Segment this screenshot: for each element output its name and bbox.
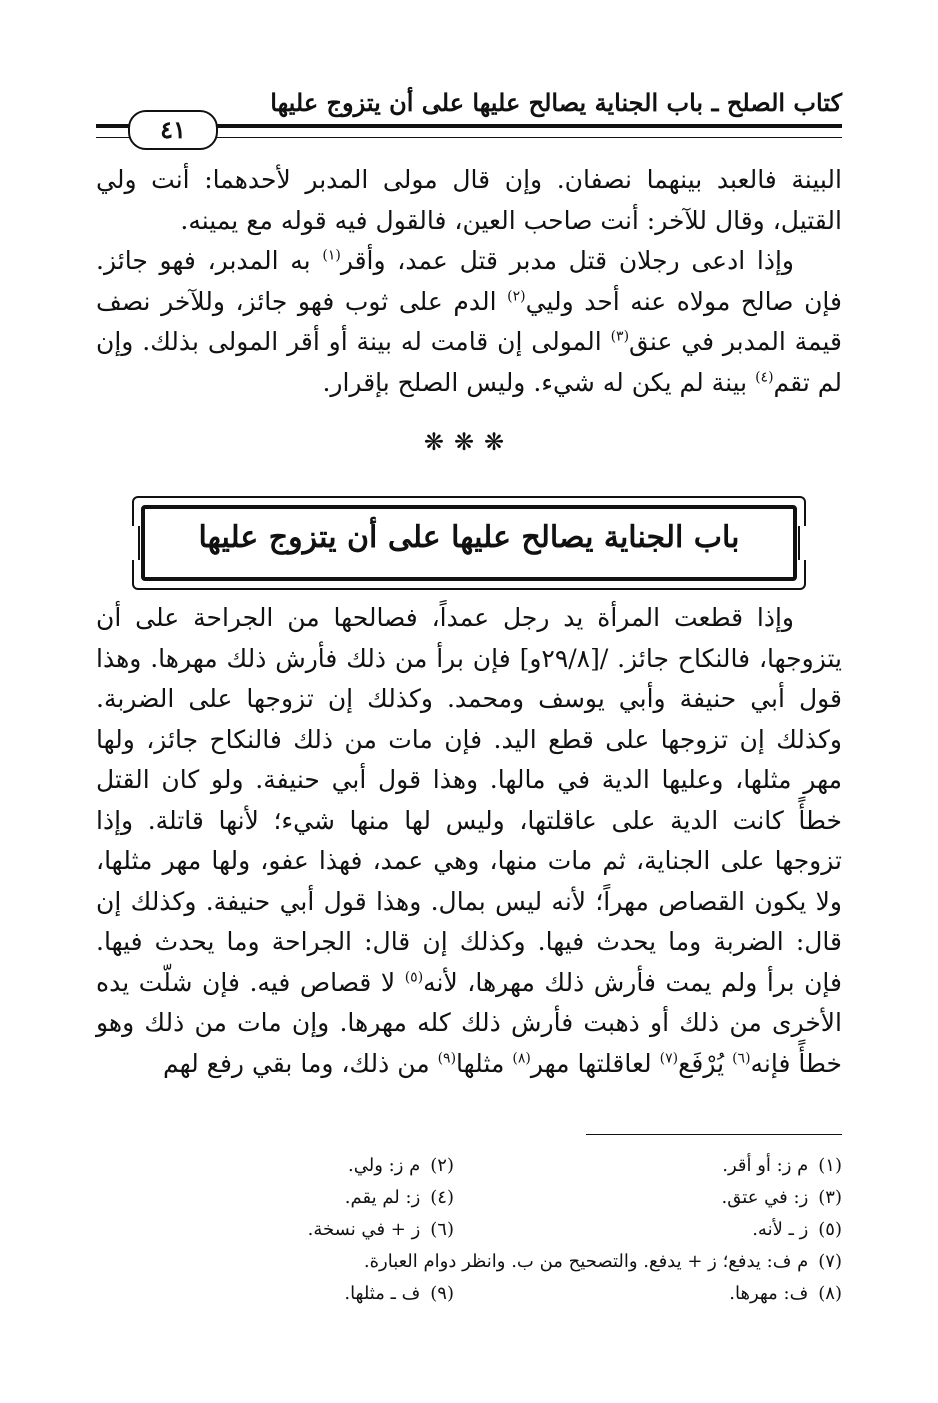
footnote-ref: (٣): [610, 328, 630, 345]
footnote-2: (٢)م ز: ولي.: [348, 1155, 454, 1176]
footnote-rule: [586, 1134, 842, 1135]
footnote-5: (٥)ز ـ لأنه.: [752, 1219, 842, 1240]
footnote-ref: (٧): [659, 1050, 679, 1067]
paragraph: البينة فالعبد بينهما نصفان. وإن قال مولى المدبر لأحدهما: أنت ولي القتيل، وقال للآخر: أنت صاحب العين، فالقول فيه قوله مع يمينه.: [96, 165, 842, 235]
footnote-1: (١)م ز: أو أقر.: [722, 1155, 842, 1176]
footnote-8: (٨)ف: مهرها.: [729, 1283, 842, 1304]
paragraph: وإذا ادعى رجلان قتل مدبر قتل عمد، وأقر$^{(١)}$ به المدبر، فهو جائز. فإن صالح مولاه عنه أحد وليي$^{(٢)}$ الدم على ثوب فهو جائز، وللآخر نصف قيمة المدبر في عنق$^{(٣)}$ المولى إن قامت له بينة أو أقر المولى بذلك. وإن لم تقم$^{(٤)}$ بينة لم يكن له شيء. وليس الصلح بإقرار.: [96, 246, 843, 397]
top-paragraphs: [96, 160, 842, 403]
footnote-4: (٤)ز: لم يقم.: [344, 1187, 454, 1208]
footnote-ref: (٤): [755, 369, 774, 386]
footnote-9: (٩)ف ـ مثلها.: [344, 1283, 454, 1304]
footnote-3: (٣)ز: في عتق.: [721, 1187, 842, 1208]
section-ornaments: ❋❋❋: [423, 428, 515, 456]
footnote-ref: (٩): [437, 1050, 457, 1067]
main-paragraph: [96, 598, 842, 1084]
chapter-title-frame: [132, 496, 806, 590]
running-title: كتاب الصلح ـ باب الجناية يصالح عليها على أن يتزوج عليها: [270, 88, 842, 117]
footnote-6: (٦)ز + في نسخة.: [307, 1219, 454, 1240]
footnote-ref: (١): [322, 247, 341, 264]
footnote-ref: (٢): [507, 288, 526, 305]
page-number: ٤١: [128, 110, 218, 150]
paragraph: وإذا قطعت المرأة يد رجل عمداً، فصالحها من الجراحة على أن يتزوجها، فالنكاح جائز. /[٢٩/٨و] فإن برأ من ذلك فأرش ذلك مهرها. وهذا قول أبي حنيفة وأبي يوسف ومحمد. وكذلك إن تزوجها على الضربة. وكذلك إن تزوجها على قطع اليد. فإن مات من ذلك فالنكاح جائز، ولها مهر مثلها، وعليها الدية في مالها. وهذا قول أبي حنيفة. ولو كان القتل خطأً كانت الدية على عاقلتها، وليس لها منها شيء؛ لأنها قاتلة. وإذا تزوجها على الجناية، ثم مات منها، وهي عمد، فهذا عفو، ولها مهر مثلها، ولا يكون القصاص مهراً؛ لأنه ليس بمال. وهذا قول أبي حنيفة. وكذلك إن قال: الضربة وما يحدث فيها. وكذلك إن قال: الجراحة وما يحدث فيها. فإن برأ ولم يمت فأرش ذلك مهرها، لأنه$^{(٥)}$ لا قصاص فيه. فإن شلّت يده الأخرى من ذلك أو ذهبت فأرش ذلك كله مهرها. وإن مات من ذلك وهو خطأً فإنه$^{(٦)}$ يُرْفَع$^{(٧)}$ لعاقلتها مهر$^{(٨)}$ مثلها$^{(٩)}$ من ذلك، وما بقي رفع لهم: [96, 603, 843, 1078]
footnote-7: (٧)م ف: يدفع؛ ز + يدفع. والتصحيح من ب. وانظر دوام العبارة.: [363, 1251, 842, 1272]
chapter-title: باب الجناية يصالح عليها على أن يتزوج عليها: [198, 520, 740, 555]
footnote-ref: (٥): [404, 969, 424, 986]
footnote-ref: (٦): [732, 1050, 751, 1067]
footnote-ref: (٨): [512, 1050, 531, 1067]
